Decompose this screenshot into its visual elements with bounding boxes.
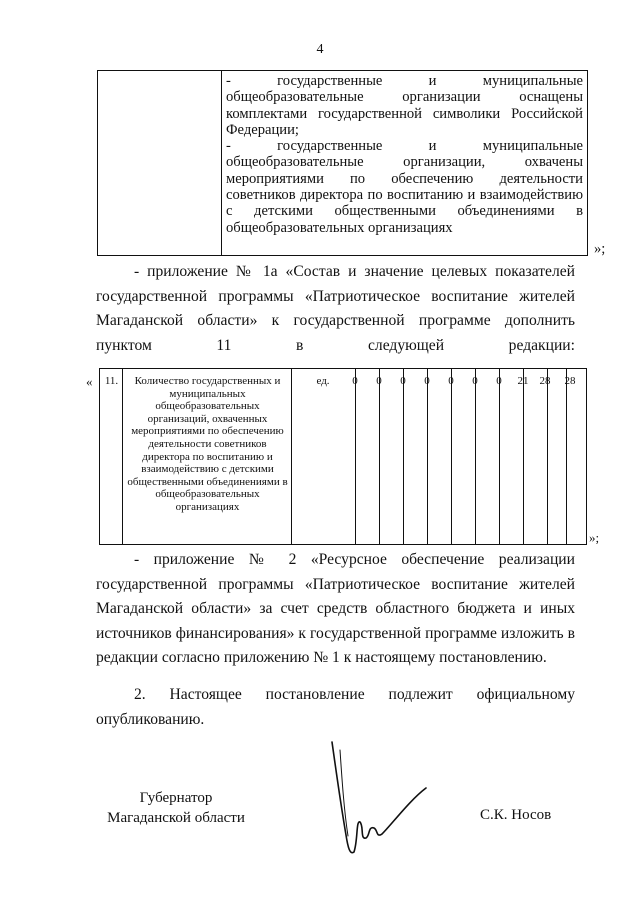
indicator-value: 0 — [448, 375, 454, 387]
indicator-value: 0 — [424, 375, 430, 387]
indicator-value: 0 — [376, 375, 382, 387]
table2-open-quote: « — [86, 374, 93, 389]
page-number: 4 — [316, 42, 324, 57]
column-line — [355, 369, 356, 544]
column-line — [499, 369, 500, 544]
table2-closing-quote: »; — [589, 530, 600, 545]
amendment-paragraph-1: - приложение № 1а «Состав и значение целевых показателей государственной программы «Патриотическое воспитание жителей Магаданской области» к государственной программе дополнить пунктом 11 в следующей редакции: — [96, 263, 575, 354]
signatory-title-line2: Магаданской области — [107, 810, 245, 826]
result-item-symbols: - государственные и муниципальные общеобразовательные организации оснащены комплектами государственной символики Российской Федерации; — [226, 73, 583, 138]
indicator-value: 0 — [496, 375, 502, 387]
column-line — [523, 369, 524, 544]
program-table-continuation — [97, 70, 588, 256]
indicator-table — [99, 368, 587, 545]
signatory-title — [96, 788, 256, 828]
result-item-advisors: - государственные и муниципальные общеобразовательные организации, охвачены мероприятиями по обеспечению деятельности советников директора по воспитанию и взаимодействию с детскими общественными объединениями в общеобразовательных организациях — [226, 138, 583, 236]
column-line — [379, 369, 380, 544]
column-line — [451, 369, 452, 544]
table-divider — [221, 71, 222, 255]
amendment-paragraph-2: - приложение № 2 «Ресурсное обеспечение реализации государственной программы «Патриотическое воспитание жителей Магаданской области» за счет средств областного бюджета и иных источников финансирования» к государственной программе изложить в редакции согласно приложению № 1 к настоящему постановлению. — [96, 551, 575, 666]
unit-of-measure: ед. — [316, 375, 330, 387]
table1-closing-quote: »; — [594, 241, 606, 257]
column-line — [403, 369, 404, 544]
indicator-value: 21 — [517, 375, 529, 387]
signatory-title-line1: Губернатор — [139, 790, 213, 806]
expected-results-cell — [226, 73, 583, 236]
indicator-value: 0 — [352, 375, 358, 387]
column-line — [291, 369, 292, 544]
column-line — [427, 369, 428, 544]
indicator-value: 0 — [472, 375, 478, 387]
indicator-name: Количество государственных и муниципальных общеобразовательных организаций, охваченных мероприятиями по обеспечению деятельности советников директора по воспитанию и взаимодействию с детскими общественными объединениями в общеобразовательных организациях — [127, 375, 288, 513]
column-line — [122, 369, 123, 544]
publication-clause: 2. Настоящее постановление подлежит официальному опубликованию. — [96, 686, 575, 728]
signatory-name: С.К. Носов — [480, 807, 552, 823]
handwritten-signature — [330, 740, 440, 860]
indicator-value: 28 — [564, 375, 576, 387]
row-number: 11. — [104, 375, 119, 387]
indicator-value: 0 — [400, 375, 406, 387]
column-line — [475, 369, 476, 544]
column-line — [566, 369, 567, 544]
indicator-value: 28 — [539, 375, 551, 387]
column-line — [547, 369, 548, 544]
